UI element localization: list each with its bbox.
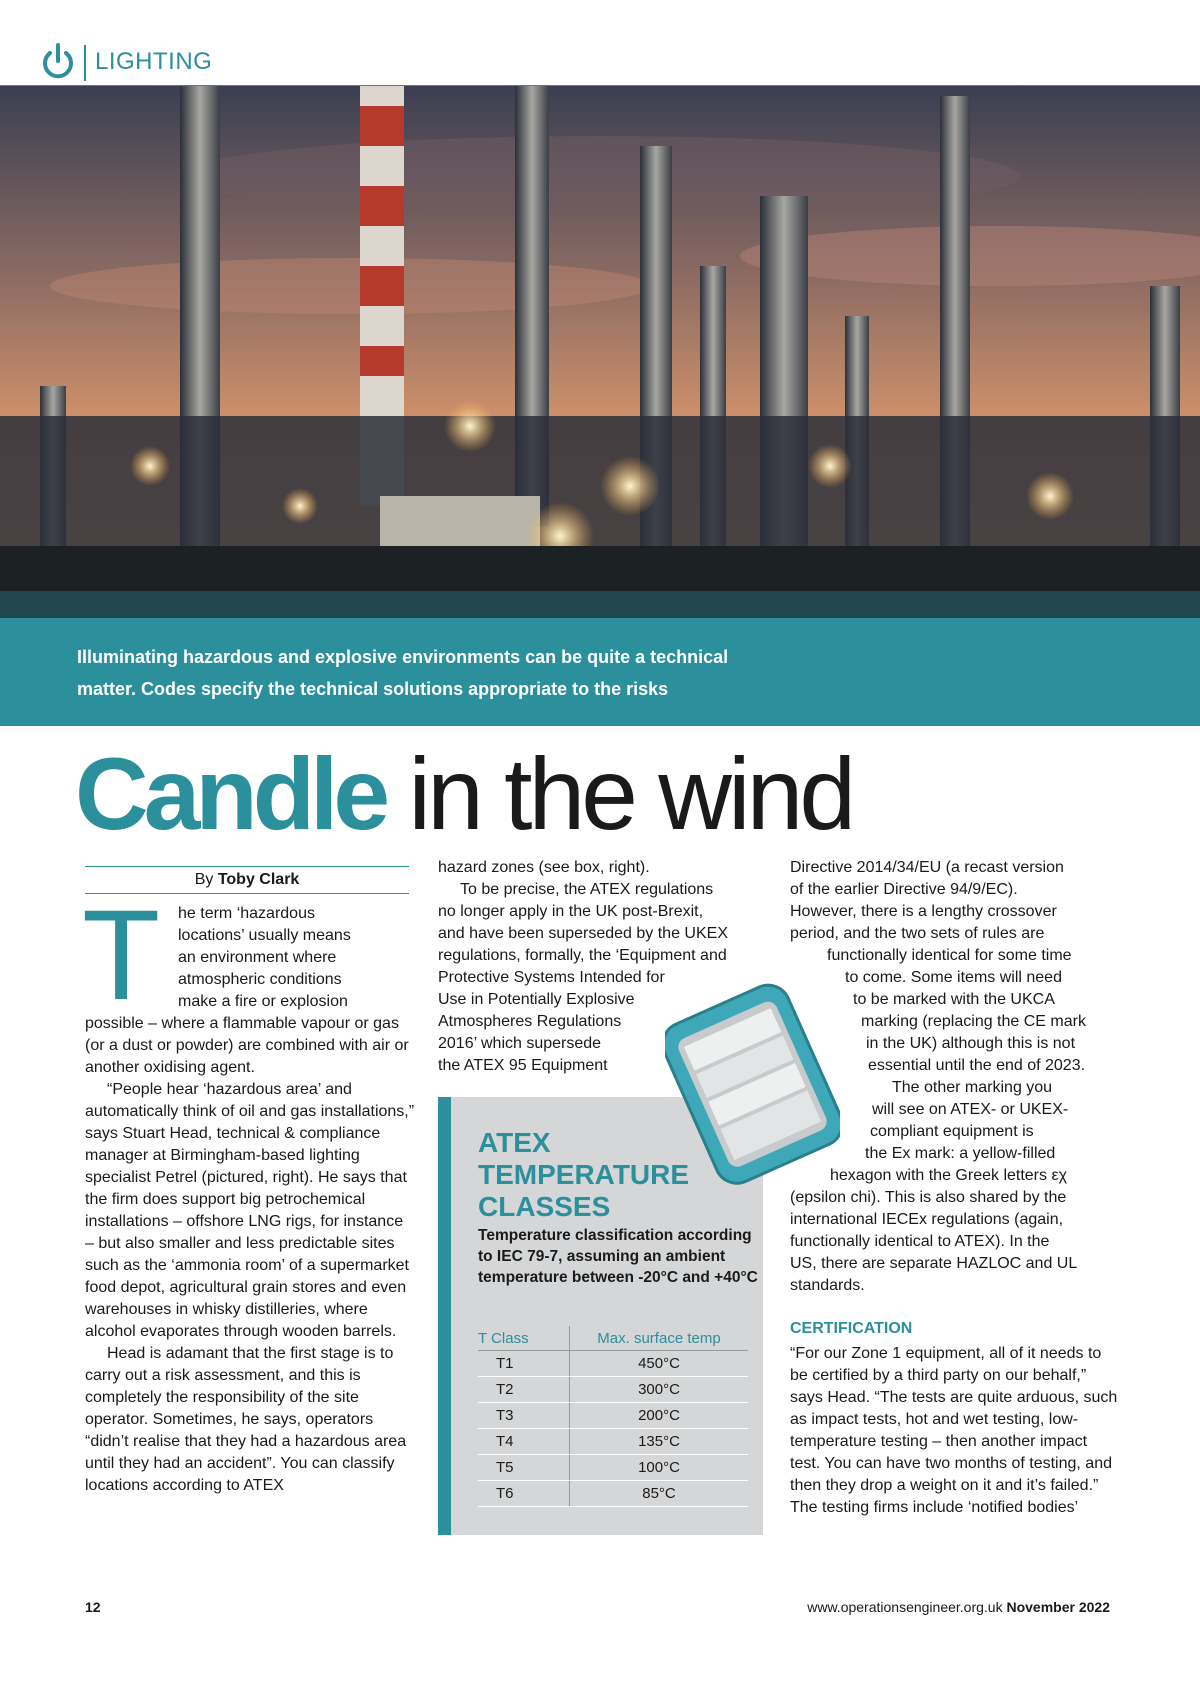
table-row: [478, 1377, 748, 1403]
t-class: T4: [478, 1429, 570, 1455]
standfirst-line: matter. Codes specify the technical solutions appropriate to the risks: [77, 679, 669, 699]
text-line: international IECEx regulations (again,: [790, 1211, 1064, 1228]
text-line: essential until the end of 2023.: [868, 1057, 1086, 1074]
temperature-table: [478, 1326, 748, 1507]
t-class: T6: [478, 1481, 570, 1507]
paragraph: possible – where a flammable vapour or gas (or a dust or powder) are combined with air or another oxidising agent.: [85, 1015, 409, 1076]
text-line: functionally identical for some time: [827, 947, 1072, 964]
atex-title-line: CLASSES: [478, 1191, 611, 1222]
certification-text: “For our Zone 1 equipment, all of it needs to be certified by a third party on our behalf,” says Head. “The tests are quite arduous, such as impact tests, hot and wet testing, low-temperature testing – then another impact test. You can have two months of testing, and then they drop a weight on it and it’s failed.” The testing firms include ‘notified bodies’: [790, 1345, 1118, 1516]
text-line: hexagon with the Greek letters εχ: [830, 1167, 1067, 1184]
t-class: T2: [478, 1377, 570, 1403]
max-temp: 300°C: [570, 1377, 749, 1403]
text-line: However, there is a lengthy crossover: [790, 903, 1057, 920]
footer-issue: November 2022: [1006, 1599, 1110, 1615]
text-line: Directive 2014/34/EU (a recast version: [790, 859, 1064, 876]
text-line: hazard zones (see box, right).: [438, 859, 650, 876]
text-line: the ATEX 95 Equipment: [438, 1057, 608, 1074]
paragraph: Head is adamant that the first stage is to carry out a risk assessment, and this is completely the responsibility of the site operator. Sometimes, he says, operators “didn’t realise that they had a hazardous area until they had an accident”. You can classify locations according to ATEX: [85, 1345, 407, 1494]
text-line: of the earlier Directive 94/9/EC).: [790, 881, 1018, 898]
text-line: period, and the two sets of rules are: [790, 925, 1045, 942]
max-temp: 135°C: [570, 1429, 749, 1455]
text-line: The other marking you: [892, 1079, 1053, 1096]
text-line: Atmospheres Regulations: [438, 1013, 622, 1030]
dropcap-letter: T: [82, 903, 161, 1005]
table-header-row: [478, 1326, 748, 1351]
wrap-line: he term ‘hazardous: [178, 905, 315, 922]
text-line: no longer apply in the UK post-Brexit,: [438, 903, 704, 920]
text-line: to come. Some items will need: [845, 969, 1062, 986]
max-temp: 450°C: [570, 1351, 749, 1377]
text-line: (epsilon chi). This is also shared by the: [790, 1189, 1067, 1206]
column-header: Max. surface temp: [570, 1326, 749, 1351]
text-line: 2016’ which supersede: [438, 1035, 602, 1052]
max-temp: 200°C: [570, 1403, 749, 1429]
max-temp: 100°C: [570, 1455, 749, 1481]
certification-heading: CERTIFICATION: [790, 1320, 913, 1337]
text-line: in the UK) although this is not: [866, 1035, 1076, 1052]
column-header: T Class: [478, 1326, 570, 1351]
table-row: [478, 1481, 748, 1507]
text-line: functionally identical to ATEX). In the: [790, 1233, 1050, 1250]
text-line: To be precise, the ATEX regulations: [460, 881, 714, 898]
atex-title-line: ATEX: [478, 1127, 551, 1158]
col1-body: [85, 1013, 415, 1497]
headline-bold: Candle: [75, 737, 386, 851]
atex-title-line: TEMPERATURE: [478, 1159, 690, 1190]
wrap-line: make a fire or explosion: [178, 993, 348, 1010]
text-line: to be marked with the UKCA: [853, 991, 1055, 1008]
header-divider: [84, 45, 86, 81]
text-line: compliant equipment is: [870, 1123, 1034, 1140]
t-class: T1: [478, 1351, 570, 1377]
text-line: US, there are separate HAZLOC and UL: [790, 1255, 1078, 1272]
byline-prefix: By: [194, 871, 214, 888]
table-row: [478, 1351, 748, 1377]
atex-box-accent-bar: [438, 1097, 451, 1535]
refinery-photo: [0, 86, 1200, 618]
table-row: [478, 1455, 748, 1481]
text-line: the Ex mark: a yellow-filled: [865, 1145, 1056, 1162]
headline-light: in the wind: [408, 737, 853, 851]
dropcap: [82, 903, 168, 1005]
wrap-line: an environment where: [178, 949, 337, 966]
col3-body: [790, 857, 1120, 1297]
standfirst-line: Illuminating hazardous and explosive environments can be quite a technical: [77, 647, 729, 667]
text-line: will see on ATEX- or UKEX-: [872, 1101, 1069, 1118]
headline: [75, 738, 852, 850]
text-line: regulations, formally, the ‘Equipment and: [438, 947, 727, 964]
table-row: [478, 1429, 748, 1455]
page-number: 12: [85, 1599, 101, 1615]
byline: [85, 866, 409, 894]
standfirst-text: [77, 641, 797, 705]
text-line: Use in Potentially Explosive: [438, 991, 635, 1008]
table-row: [478, 1403, 748, 1429]
paragraph: “People hear ‘hazardous area’ and automatically think of oil and gas installations,” says Stuart Head, technical & compliance manager at Birmingham-based lighting specialist Petrel (pictured, right). He says that the firm does support big petrochemical installations – offshore LNG rigs, for instance – but also smaller and less predictable sites such as the ‘ammonia room’ of a supermarket food depot, agricultural grain stores and even warehouses in whisky distilleries, where alcohol evaporates through wooden barrels.: [85, 1081, 415, 1340]
byline-author: Toby Clark: [217, 871, 300, 888]
wrap-line: locations’ usually means: [178, 927, 351, 944]
dropcap-wrap-text: [178, 903, 418, 1013]
atex-subtitle: Temperature classification according to IEC 79-7, assuming an ambient temperature between -20°C and +40°C: [478, 1227, 758, 1286]
text-line: and have been superseded by the UKEX: [438, 925, 728, 942]
power-icon: [40, 42, 76, 82]
section-label: LIGHTING: [95, 48, 213, 75]
text-line: marking (replacing the CE mark: [861, 1013, 1086, 1030]
footer-info: [700, 1599, 1110, 1615]
max-temp: 85°C: [570, 1481, 749, 1507]
text-line: Protective Systems Intended for: [438, 969, 665, 986]
t-class: T5: [478, 1455, 570, 1481]
wrap-line: atmospheric conditions: [178, 971, 342, 988]
t-class: T3: [478, 1403, 570, 1429]
footer-url: www.operationsengineer.org.uk: [807, 1599, 1003, 1615]
text-line: standards.: [790, 1277, 865, 1294]
